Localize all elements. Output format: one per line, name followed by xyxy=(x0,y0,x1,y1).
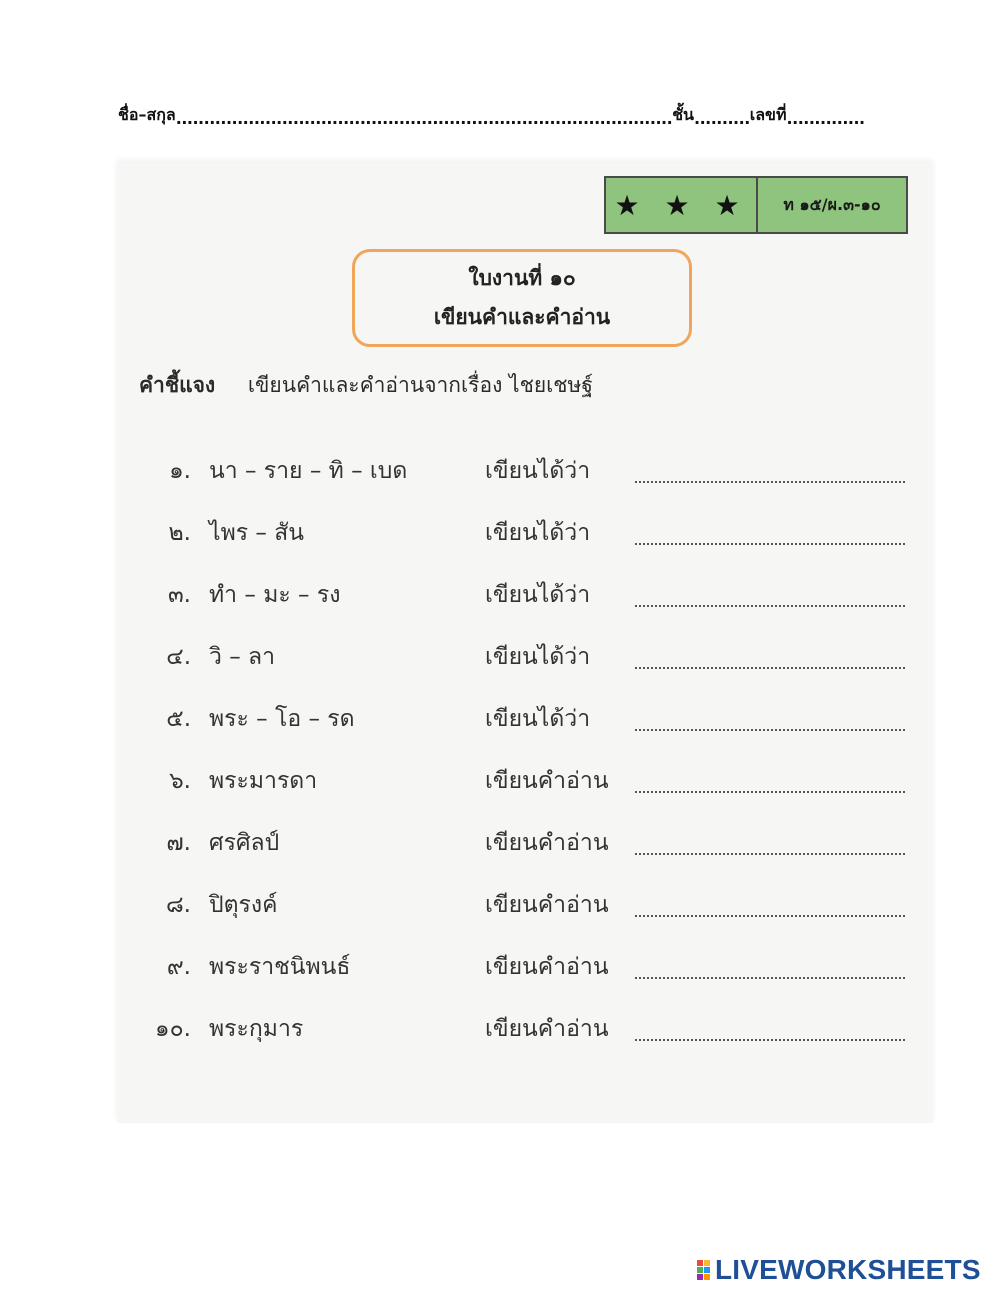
exercise-number: ๙. xyxy=(166,954,191,980)
logo-text: LIVEWORKSHEETS xyxy=(715,1254,981,1285)
answer-field[interactable] xyxy=(635,1039,905,1041)
exercise-row xyxy=(117,515,933,555)
exercise-word: พระราชนิพนธ์ xyxy=(209,954,351,980)
exercise-prompt: เขียนคำอ่าน xyxy=(485,768,609,794)
exercise-word: พระมารดา xyxy=(209,768,318,794)
exercise-word: วิ – ลา xyxy=(209,644,276,670)
exercise-word: ศรศิลป์ xyxy=(209,830,280,856)
class-label: ชั้น xyxy=(672,105,694,124)
exercise-number: ๒. xyxy=(168,520,191,546)
name-field[interactable]: ......................................................................................... xyxy=(175,109,673,128)
exercise-number: ๑. xyxy=(169,458,191,484)
answer-field[interactable] xyxy=(635,481,905,483)
instruction xyxy=(139,369,919,402)
instruction-text: เขียนคำและคำอ่านจากเรื่อง ไชยเชษฐ์ xyxy=(247,373,593,397)
exercise-number: ๖. xyxy=(169,768,191,794)
instruction-label: คำชี้แจง xyxy=(139,373,216,397)
student-info-line xyxy=(118,98,898,128)
worksheet-number: ใบงานที่ ๑๐ xyxy=(468,266,576,290)
liveworksheets-logo xyxy=(697,1255,981,1285)
exercise-prompt: เขียนได้ว่า xyxy=(485,520,591,546)
exercise-row xyxy=(117,639,933,679)
logo-icon xyxy=(697,1260,710,1280)
answer-field[interactable] xyxy=(635,543,905,545)
exercise-number: ๑๐. xyxy=(155,1016,191,1042)
answer-field[interactable] xyxy=(635,915,905,917)
exercise-row xyxy=(117,887,933,927)
exercise-row xyxy=(117,1011,933,1051)
exercise-number: ๓. xyxy=(167,582,191,608)
standard-code: ท ๑๕/ผ.๓-๑๐ xyxy=(783,194,881,214)
answer-field[interactable] xyxy=(635,605,905,607)
exercise-number: ๕. xyxy=(166,706,191,732)
exercise-word: ทำ – มะ – รง xyxy=(209,582,341,608)
exercise-word: พระ – โอ – รด xyxy=(209,706,355,732)
exercise-row xyxy=(117,949,933,989)
exercise-word: ปิตุรงค์ xyxy=(209,892,278,918)
answer-field[interactable] xyxy=(635,853,905,855)
worksheet-title-box xyxy=(352,249,692,347)
exercise-word: ไพร – สัน xyxy=(209,520,304,546)
level-badge xyxy=(604,176,908,234)
answer-field[interactable] xyxy=(635,977,905,979)
answer-field[interactable] xyxy=(635,791,905,793)
exercise-word: พระกุมาร xyxy=(209,1016,304,1042)
exercise-row xyxy=(117,763,933,803)
exercise-prompt: เขียนได้ว่า xyxy=(485,706,591,732)
exercise-row xyxy=(117,453,933,493)
exercise-number: ๔. xyxy=(166,644,191,670)
class-field[interactable]: .......... xyxy=(693,109,750,128)
number-label: เลขที่ xyxy=(749,105,787,124)
exercise-prompt: เขียนคำอ่าน xyxy=(485,954,609,980)
exercise-prompt: เขียนคำอ่าน xyxy=(485,830,609,856)
exercise-number: ๘. xyxy=(165,892,191,918)
worksheet-title: เขียนคำและคำอ่าน xyxy=(433,305,611,329)
number-field[interactable]: .............. xyxy=(786,109,865,128)
exercise-prompt: เขียนได้ว่า xyxy=(485,458,591,484)
exercise-prompt: เขียนได้ว่า xyxy=(485,582,591,608)
answer-field[interactable] xyxy=(635,667,905,669)
exercise-row xyxy=(117,825,933,865)
exercise-prompt: เขียนคำอ่าน xyxy=(485,1016,609,1042)
exercise-prompt: เขียนคำอ่าน xyxy=(485,892,609,918)
exercise-number: ๗. xyxy=(166,830,191,856)
answer-field[interactable] xyxy=(635,729,905,731)
name-label: ชื่อ–สกุล xyxy=(118,105,176,124)
exercise-prompt: เขียนได้ว่า xyxy=(485,644,591,670)
star-rating-icon: ★ ★ ★ xyxy=(606,178,758,232)
worksheet-page xyxy=(117,163,933,1123)
exercise-row xyxy=(117,577,933,617)
exercise-row xyxy=(117,701,933,741)
exercise-word: นา – ราย – ทิ – เบด xyxy=(209,458,408,484)
